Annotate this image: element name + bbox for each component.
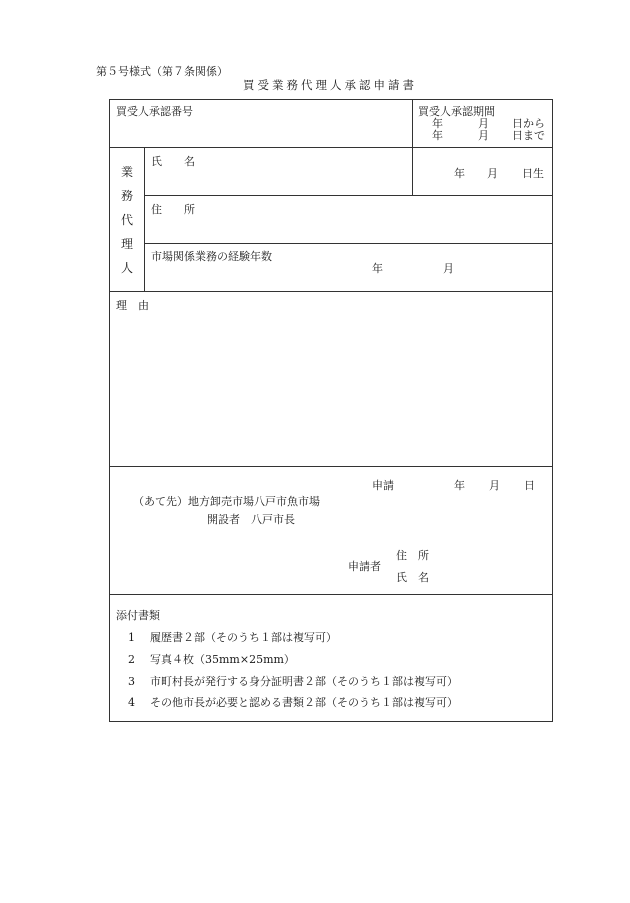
applicant-label: 申請者	[348, 560, 381, 573]
row-divider	[109, 147, 553, 148]
document-title: 買受業務代理人承認申請書	[243, 78, 417, 92]
row-divider	[144, 243, 553, 244]
table-border-right	[552, 99, 553, 722]
row-divider	[144, 195, 553, 196]
period-from-year: 年	[432, 117, 443, 130]
addressee-line-2: 開設者 八戸市長	[207, 513, 295, 526]
agent-label-char: 務	[120, 189, 133, 203]
period-to-year: 年	[432, 129, 443, 142]
period-from-month: 月	[478, 117, 489, 130]
row-divider	[109, 466, 553, 467]
attachment-text: 市町村長が発行する身分証明書２部（そのうち１部は複写可）	[150, 675, 458, 688]
attachment-text: 履歴書２部（そのうち１部は複写可）	[150, 631, 337, 644]
attachments-label: 添付書類	[116, 609, 160, 622]
applicant-name-label: 氏 名	[396, 571, 429, 584]
birth-year: 年	[454, 167, 465, 180]
attachment-number: 4	[128, 696, 135, 709]
period-to-day: 日まで	[512, 129, 545, 142]
addressee-line-1: （あて先）地方卸売市場八戸市魚市場	[133, 495, 320, 508]
application-day: 日	[524, 479, 535, 492]
period-from-day: 日から	[512, 117, 545, 130]
application-year: 年	[454, 479, 465, 492]
attachment-number: 1	[128, 631, 135, 644]
application-label: 申請	[372, 479, 394, 492]
experience-year: 年	[372, 262, 383, 275]
form-number: 第５号様式（第７条関係）	[96, 65, 228, 78]
agent-label-char: 理	[120, 237, 133, 251]
approval-number-label: 買受人承認番号	[116, 105, 193, 118]
column-divider	[412, 99, 413, 195]
application-month: 月	[489, 479, 500, 492]
table-border-left	[109, 99, 110, 722]
attachment-text: 写真４枚（35mm×25mm）	[150, 653, 295, 666]
experience-label: 市場関係業務の経験年数	[151, 250, 272, 263]
attachment-number: 3	[128, 675, 135, 688]
row-divider	[109, 291, 553, 292]
attachment-text: その他市長が必要と認める書類２部（そのうち１部は複写可）	[150, 696, 458, 709]
name-label: 氏 名	[151, 155, 195, 168]
table-border-top	[109, 99, 553, 100]
attachment-number: 2	[128, 653, 135, 666]
agent-label-char: 業	[120, 165, 133, 179]
agent-label-char: 人	[120, 261, 133, 275]
birth-month: 月	[487, 167, 498, 180]
birth-day: 日生	[522, 167, 544, 180]
approval-period-label: 買受人承認期間	[418, 105, 495, 118]
agent-label-divider	[144, 147, 145, 291]
period-to-month: 月	[478, 129, 489, 142]
row-divider	[109, 594, 553, 595]
address-label: 住 所	[151, 203, 195, 216]
table-border-bottom	[109, 721, 553, 722]
agent-label-char: 代	[120, 213, 133, 227]
experience-month: 月	[443, 262, 454, 275]
reason-label: 理 由	[116, 299, 149, 312]
applicant-address-label: 住 所	[396, 549, 429, 562]
